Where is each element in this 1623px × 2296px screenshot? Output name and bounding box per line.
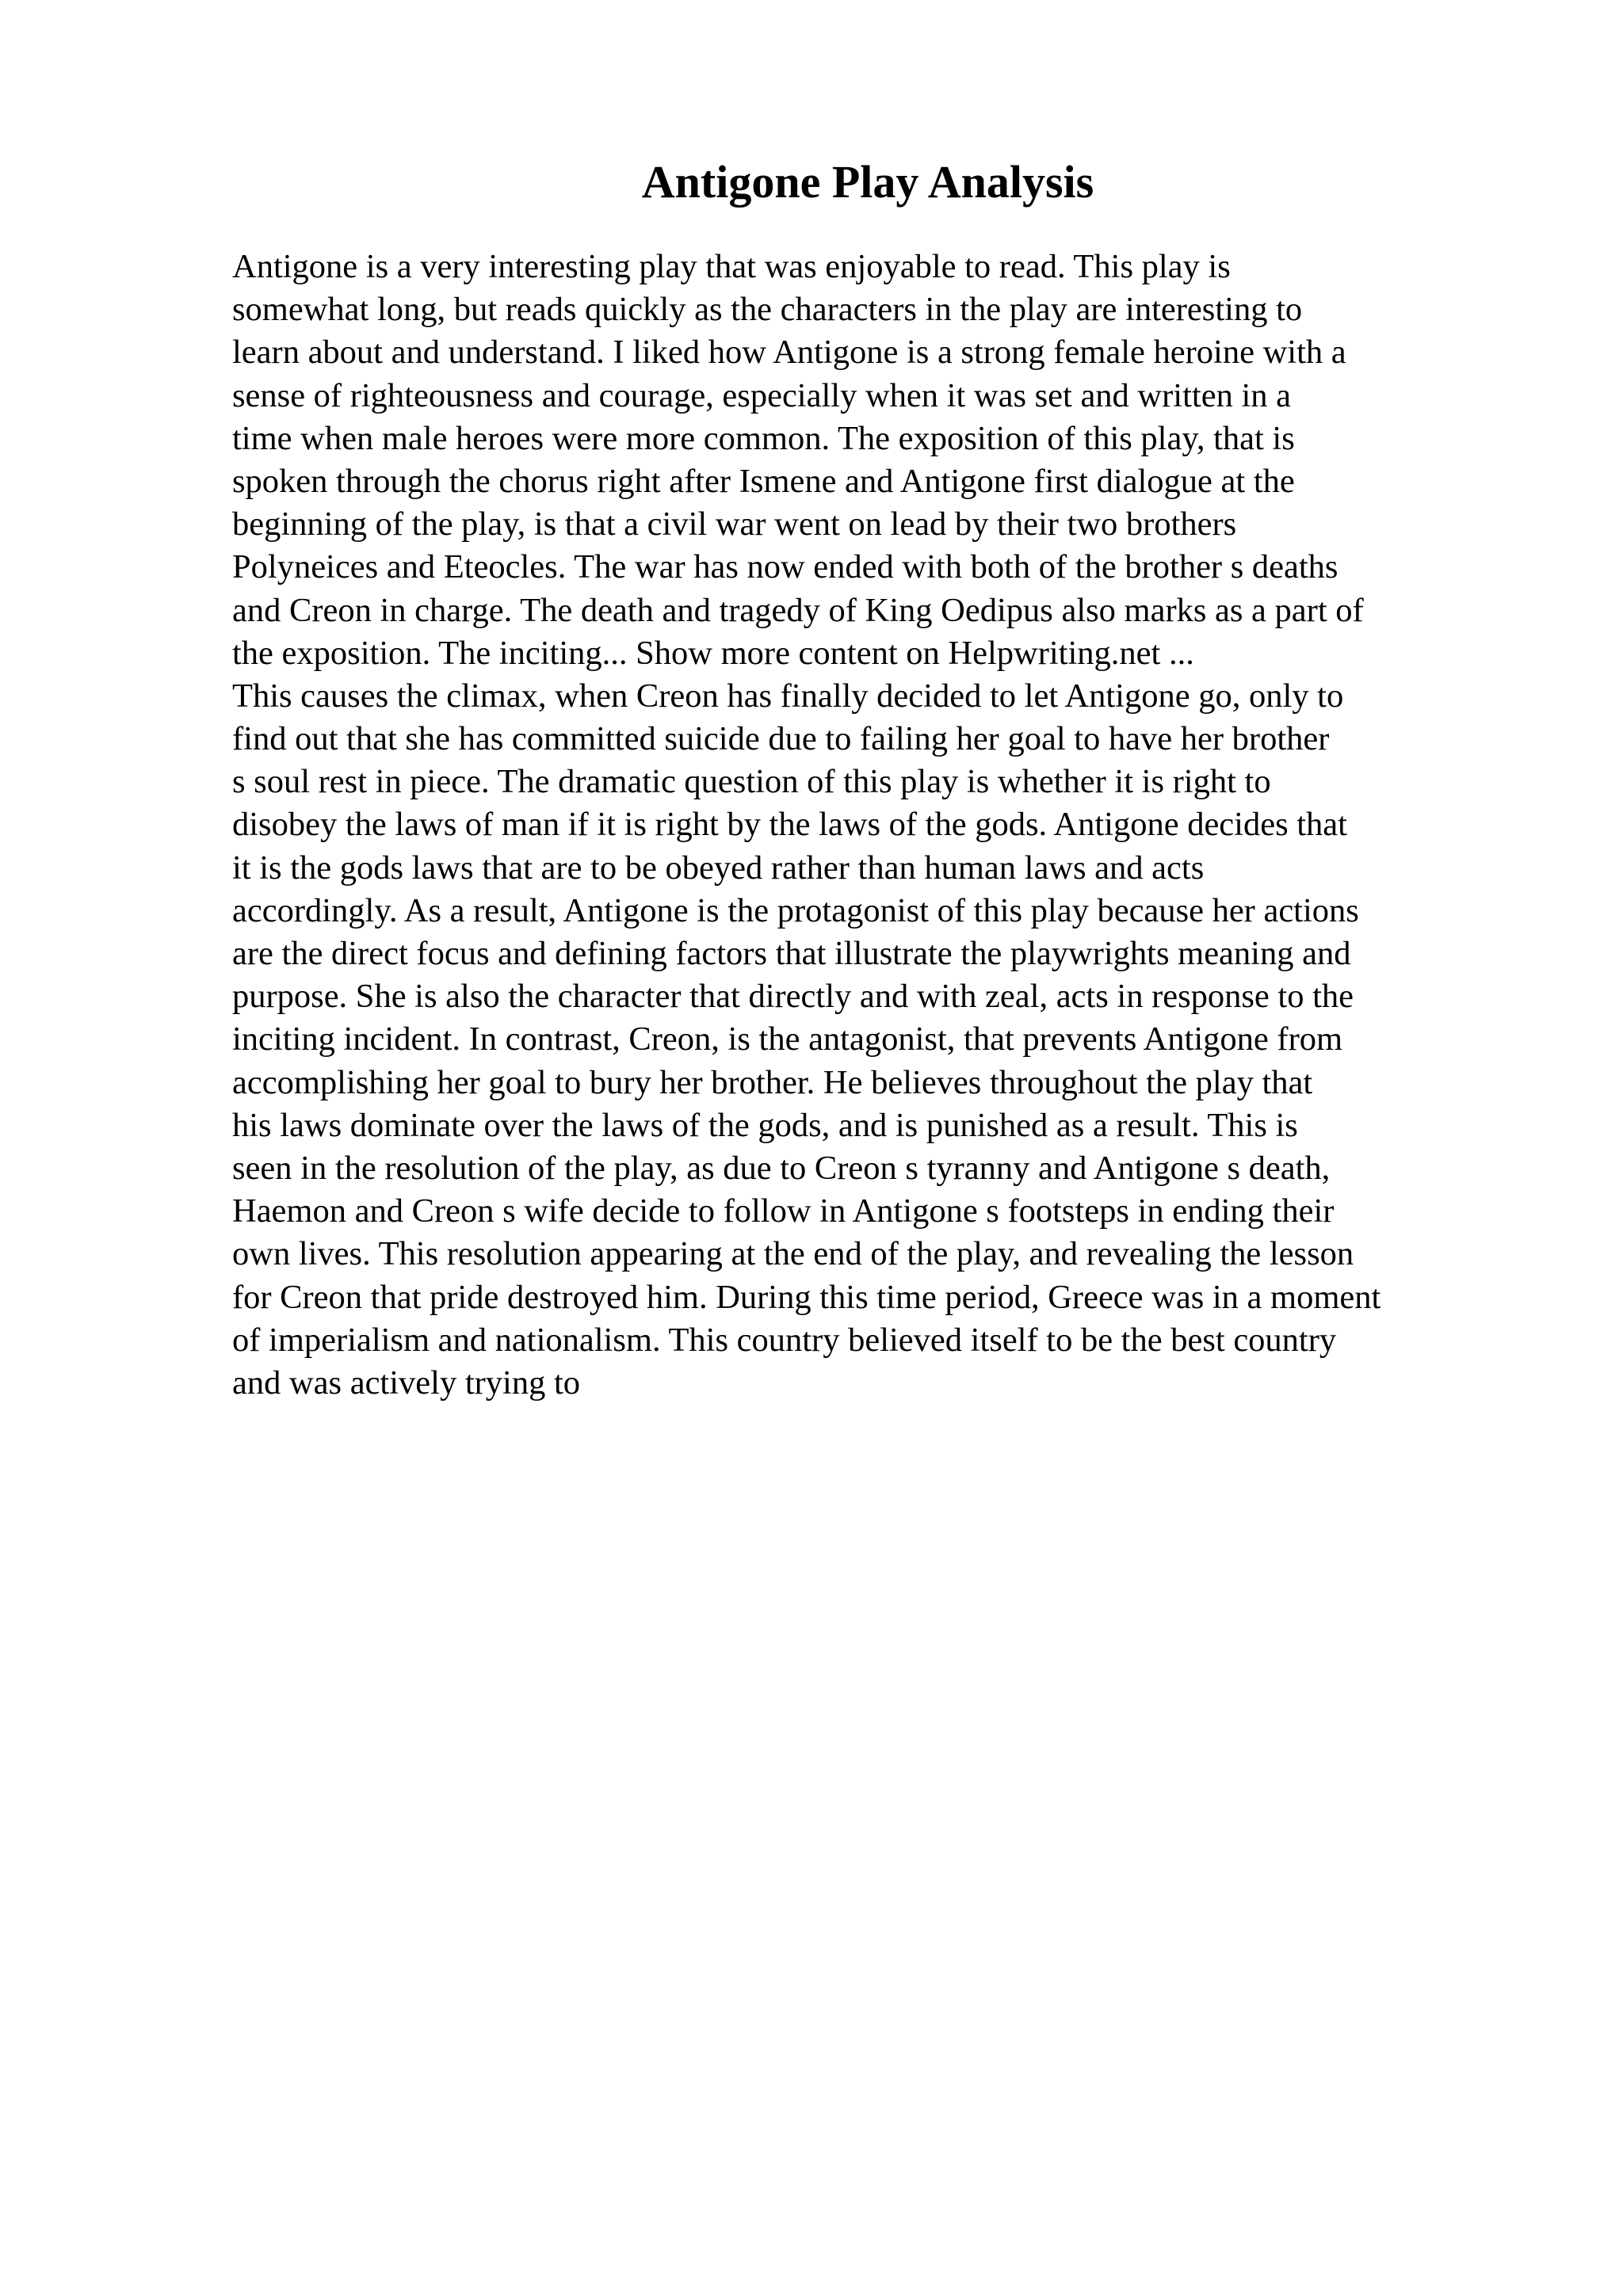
body-line: and Creon in charge. The death and tragedy of King Oedipus also marks as a part of [232, 591, 1364, 629]
body-line: his laws dominate over the laws of the gods, and is punished as a result. This is [232, 1106, 1298, 1144]
body-line: it is the gods laws that are to be obeyed rather than human laws and acts [232, 849, 1205, 887]
body-line: s soul rest in piece. The dramatic question of this play is whether it is right to [232, 763, 1271, 801]
body-line: purpose. She is also the character that directly and with zeal, acts in response to the [232, 978, 1354, 1016]
body-line: accomplishing her goal to bury her brother. He believes throughout the play that [232, 1063, 1313, 1101]
body-line: somewhat long, but reads quickly as the characters in the play are interesting to [232, 291, 1303, 329]
body-line: of imperialism and nationalism. This country believed itself to be the best country [232, 1321, 1337, 1359]
body-line: learn about and understand. I liked how Antigone is a strong female heroine with a [232, 334, 1346, 372]
body-line: time when male heroes were more common. The exposition of this play, that is [232, 419, 1295, 457]
body-line: for Creon that pride destroyed him. During this time period, Greece was in a moment [232, 1278, 1381, 1316]
body-line: This causes the climax, when Creon has finally decided to let Antigone go, only to [232, 677, 1344, 715]
body-line: inciting incident. In contrast, Creon, is the antagonist, that prevents Antigone from [232, 1020, 1343, 1058]
body-line: are the direct focus and defining factors that illustrate the playwrights meaning and [232, 935, 1351, 972]
body-line: and was actively trying to [232, 1363, 581, 1402]
body-line: seen in the resolution of the play, as due to Creon s tyranny and Antigone s death, [232, 1149, 1331, 1187]
body-line: spoken through the chorus right after Ismene and Antigone first dialogue at the [232, 462, 1295, 500]
body-line: accordingly. As a result, Antigone is the protagonist of this play because her actions [232, 891, 1359, 929]
body-line: Antigone is a very interesting play that was enjoyable to read. This play is [232, 248, 1231, 285]
body-line: Polyneices and Eteocles. The war has now ended with both of the brother s deaths [232, 548, 1338, 586]
body-line: beginning of the play, is that a civil war went on lead by their two brothers [232, 505, 1237, 543]
body-line: Haemon and Creon s wife decide to follow in Antigone s footsteps in ending their [232, 1192, 1335, 1230]
body-line: the exposition. The inciting... Show more content on Helpwriting.net ... [232, 634, 1194, 672]
document-body [232, 246, 1516, 1405]
body-line: own lives. This resolution appearing at the end of the play, and revealing the lesson [232, 1235, 1354, 1273]
document-title: Antigone Play Analysis [641, 156, 1094, 208]
body-line: sense of righteousness and courage, especially when it was set and written in a [232, 376, 1291, 414]
body-line: disobey the laws of man if it is right by the laws of the gods. Antigone decides that [232, 806, 1347, 844]
body-line: find out that she has committed suicide due to failing her goal to have her brother [232, 720, 1330, 758]
